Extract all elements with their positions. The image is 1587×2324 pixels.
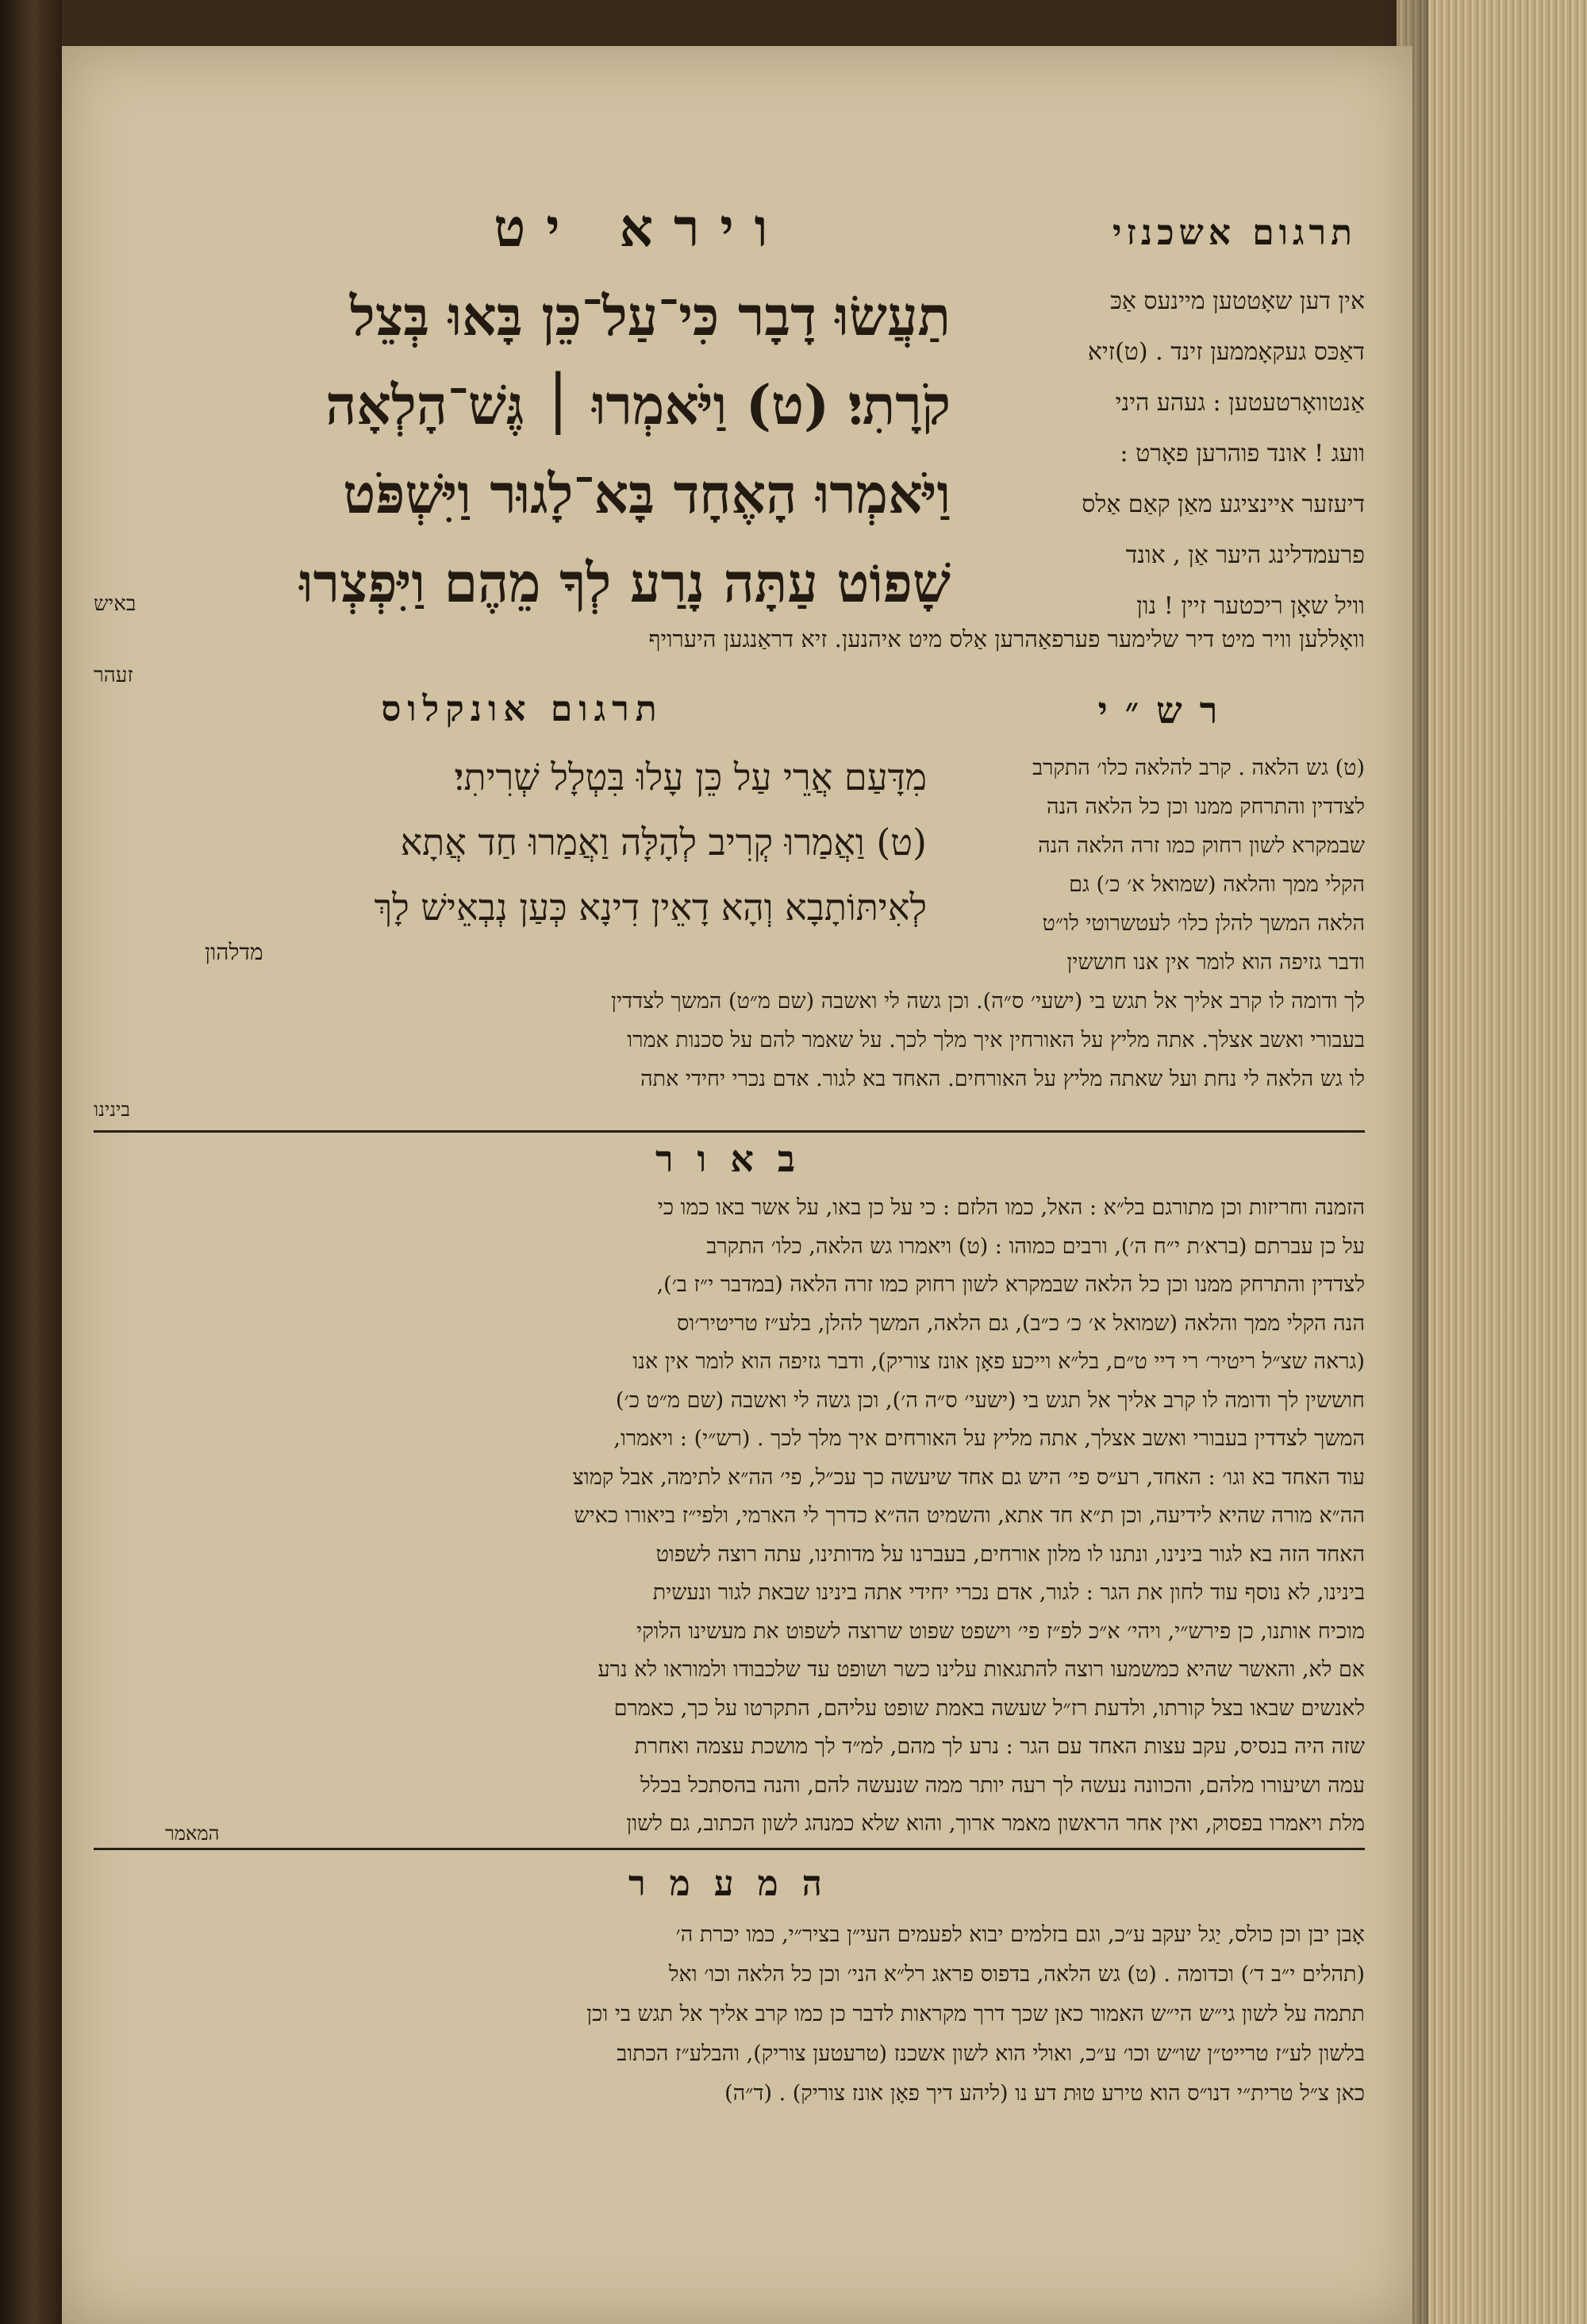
biur-line: בינינו, לא נוסף עוד לחון את הגר : לגור, אדם נכרי יחידי אתה בינינו שבאת לגור ונעשית (652, 1580, 1365, 1605)
verse-line: וַיֹּאמְרוּ הָאֶחָד בָּא־לָגוּר וַיִּשְׁפֹּט (343, 463, 951, 526)
rashi-line: לך ודומה לו קרב אליך אל תגש בי (ישעי׳ ס״ה). וכן גשה לי ואשבה (שם מ״ט) המשך לצדדין (611, 989, 1365, 1014)
verse-catchword: באיש (94, 592, 136, 616)
biur-line: לאנשים שבאו בצל קורתו, ולדעת רז״ל שעשה באמת שופט עליהם, התקרטו על כך, כאמרם (613, 1695, 1365, 1721)
section-divider (94, 1130, 1365, 1133)
torah-verse (110, 272, 951, 628)
book-page (62, 46, 1412, 2324)
biur-line: (גראה שצ״ל ריטיר׳ רי דיי ט״ם, בל״א וייכע פאָן אונז צוריק), ודבר גזיפה הוא לומר אין אנו (632, 1349, 1365, 1374)
yiddish-line: אין דען שאָטטען מיינעס אַכּ (1110, 287, 1365, 315)
verse-line: שָׁפוֹט עַתָּה נָרַע לְךָ מֵהֶם וַיִּפְצְרוּ (299, 552, 951, 615)
biur-commentary (94, 1189, 1365, 1844)
rashi-line: בעבורי ואשב אצלך. אתה מליץ על האורחין איך מלך לכך. על שאמר להם על סכנות אמרו (627, 1028, 1365, 1052)
biur-line: עוד האחד בא וגו׳ : האחד, רע״ס פי׳ היש גם אחד שיעשה כך עכ״ל, פי׳ הה״א לתימה, אבל קמוצ (572, 1464, 1365, 1490)
meamar-line: בלשון לע״ז טרייט״ן שו״ש וכו׳ ע״כ, ואולי הוא לשון אשכנז (טרעטען צוריק), והבלע״ז הכתוב (617, 2041, 1365, 2066)
verse-line: תַעֲשׂוּ דָבָר כִּי־עַל־כֵּן בָּאוּ בְּצֵל (349, 285, 951, 348)
rashi-line: ודבר גזיפה הוא לומר אין אנו חוששין (1066, 950, 1365, 975)
biur-line: הנה הקלי ממך והלאה (שמואל א׳ כ׳ כ״ב), גם הלאה, המשך להלן, בלע״ז טריטיר׳וס (677, 1310, 1365, 1336)
parasha-header: וירא יט (494, 197, 789, 259)
verse-line: קֹרָתִי׃ (ט) וַיֹּאמְרוּ ׀ גֶּשׁ־הָלְאָה (325, 374, 951, 437)
onkelos-title: תרגום אונקלוס (381, 689, 663, 729)
biur-line: מוכיח אותנו, כן פירש״י, ויהי׳ א״כ לפ״ז פי׳ וישפט שפוט שרוצה לשפוט את מעשינו הלוקי (636, 1618, 1365, 1644)
biur-line: האחד הזה בא לגור בינינו, ונתנו לו מלון אורחים, בעברנו על מדותינו, עתה רוצה לשפוט (655, 1541, 1365, 1567)
rashi-line: לו גש הלאה לי נחת ועל שאתה מליץ על האורחים. האחד בא לגור. אדם נכרי יחידי אתה (640, 1067, 1365, 1091)
rashi-line: (ט) גש הלאה . קרב להלאה כלו׳ התקרב (1032, 756, 1365, 780)
biur-line: אם לא, והאשר שהיא כמשמעו רוצה להתגאות עלינו כשר ושופט עד שלכבודו ולמוראו לא נרע (598, 1657, 1365, 1682)
yiddish-line: פרעמדלינג היער אַן , אונד (1125, 541, 1365, 569)
onkelos-line: לְאִיתּוֹתָבָא וְהָא דָאֵין דִינָא כְּעַן נְבְאֵישׁ לָךְ (374, 886, 927, 929)
biur-line: הזמנה וחריזות וכן מתורגם בל״א : האל, כמו הלזם : כי על כן באו, על אשר באו כמו כי (657, 1195, 1365, 1220)
yiddish-line: וועג ! אונד פוהרען פאָרט : (1120, 440, 1365, 467)
meamar-title: המעמר (628, 1864, 846, 1904)
onkelos-translation (110, 745, 927, 940)
rashi-line: הקלי ממך והלאה (שמואל א׳ כ׳) גם (1069, 872, 1365, 897)
yiddish-catchword: זעהר (94, 664, 133, 687)
yiddish-line: דיעזער איינציגע מאַן קאַם אַלס (1082, 491, 1365, 518)
meamar-line: אָבן יבן וכן כולס, יַגל יעקב ע״כ, וגם בזלמים יבוא לפעמים העי״ן בציר״י, כמו יכרת ה׳ (675, 1922, 1365, 1947)
yiddish-continuation: וואָללען וויר מיט דיר שלימער פערפאַהרען אַלס מיט איהנען. זיא דראַנגען היערויף (648, 625, 1365, 652)
rashi-line: לצדדין והתרחק ממנו וכן כל הלאה הנה (1046, 795, 1365, 819)
meamar-line: כאן צ״ל טרית״י דנו״ס הוא טירע טוּת דע נו (ליהע דיך פאָן אונז צוריק) . (ד״ה) (724, 2081, 1365, 2106)
section-divider (94, 1848, 1365, 1850)
biur-catchword: המאמר (165, 1822, 220, 1845)
biur-title: באור (655, 1137, 820, 1180)
onkelos-line: מִדָּעַם אֲרֵי עַל כֵּן עָלוּ בִּטְלָל שְׁרִיתִי׃ (454, 756, 927, 798)
onkelos-catchword: מדלהון (205, 939, 263, 965)
onkelos-line: (ט) וַאֲמַרוּ קְרִיב לְהָלָּה וַאֲמַרוּ חַד אֲתָא (400, 821, 927, 864)
targum-ashkenazi-title: תרגום אשכנזי (1112, 213, 1357, 253)
biur-line: על כן עברתם (ברא׳ת י״ח ה׳), ורבים כמוהו : (ט) ויאמרו גש הלאה, כלו׳ התקרב (706, 1233, 1365, 1259)
rashi-title: רש״י (1097, 689, 1235, 732)
rashi-line: הלאה המשך להלן כלו׳ לעטשרוטי לו״ט (1042, 911, 1365, 936)
biur-line: מלת ויאמרו בפסוק, ואין אחר הראשון מאמר ארוך, והוא שלא כמנהג לשון הכתוב, גם לשון (626, 1811, 1365, 1836)
meamar-line: תתמה על לשון גי״ש הי״ש האמור כאן שכך דרך מקראות לדבר כן כמו קרב אליך אל תגש בי וכן (586, 2002, 1365, 2026)
rashi-line: שבמקרא לשון רחוק כמו זרה הלאה הנה (1038, 833, 1365, 858)
book-binding (0, 0, 62, 2324)
biur-line: לצדדין והתרחק ממנו וכן כל הלאה שבמקרא לשון רחוק כמו זרה הלאה (במדבר י״ז ב׳), (656, 1272, 1365, 1297)
meamar-line: (תהלים י״ב ד׳) וכדומה . (ט) גש הלאה, בדפוס פראג רל״א הני׳ וכן כל הלאה וכו׳ ואל (668, 1962, 1365, 1987)
rashi-continuation (94, 943, 1365, 1099)
yiddish-translation (984, 276, 1365, 632)
biur-line: הה״א מורה שהיא לידיעה, וכן ת״א חד אתא, והשמיט הה״א כדרך לי הארמי, ולפי״ז ביאורו כאיש (574, 1503, 1365, 1528)
yiddish-line: וויל שאָן ריכטער זיין ! נון (1136, 592, 1365, 620)
yiddish-line: דאַכּס געקאָממען זינד . (ט)זיא (1087, 338, 1365, 366)
biur-line: עמה ושיעורו מלהם, והכוונה נעשה לך רעה יותר ממה שנעשה להם, והנה בהסתכל בכלל (640, 1772, 1365, 1798)
yiddish-line: אַנטוואָרטעטען : געהע היני (1115, 389, 1365, 417)
biur-line: המשך לצדדין בעבורי ואשב אצלך, אתה מליץ על האורחים איך מלך לכך . (רש״י) : ויאמרו, (613, 1426, 1365, 1451)
biur-line: שזה היה בנסיס, עקב עצות האחד עם הגר : נרע לך מהם, למ״ד לך מושכת עצמה ואחרת (634, 1734, 1365, 1759)
rashi-catchword: בינינו (94, 1099, 130, 1121)
meamar-commentary (94, 1915, 1365, 2114)
biur-line: חוששין לך ודומה לו קרב אליך אל תגש בי (ישעי׳ ס״ה ה׳), וכן גשה לי ואשבה (שם מ״ט כ׳) (615, 1387, 1365, 1413)
